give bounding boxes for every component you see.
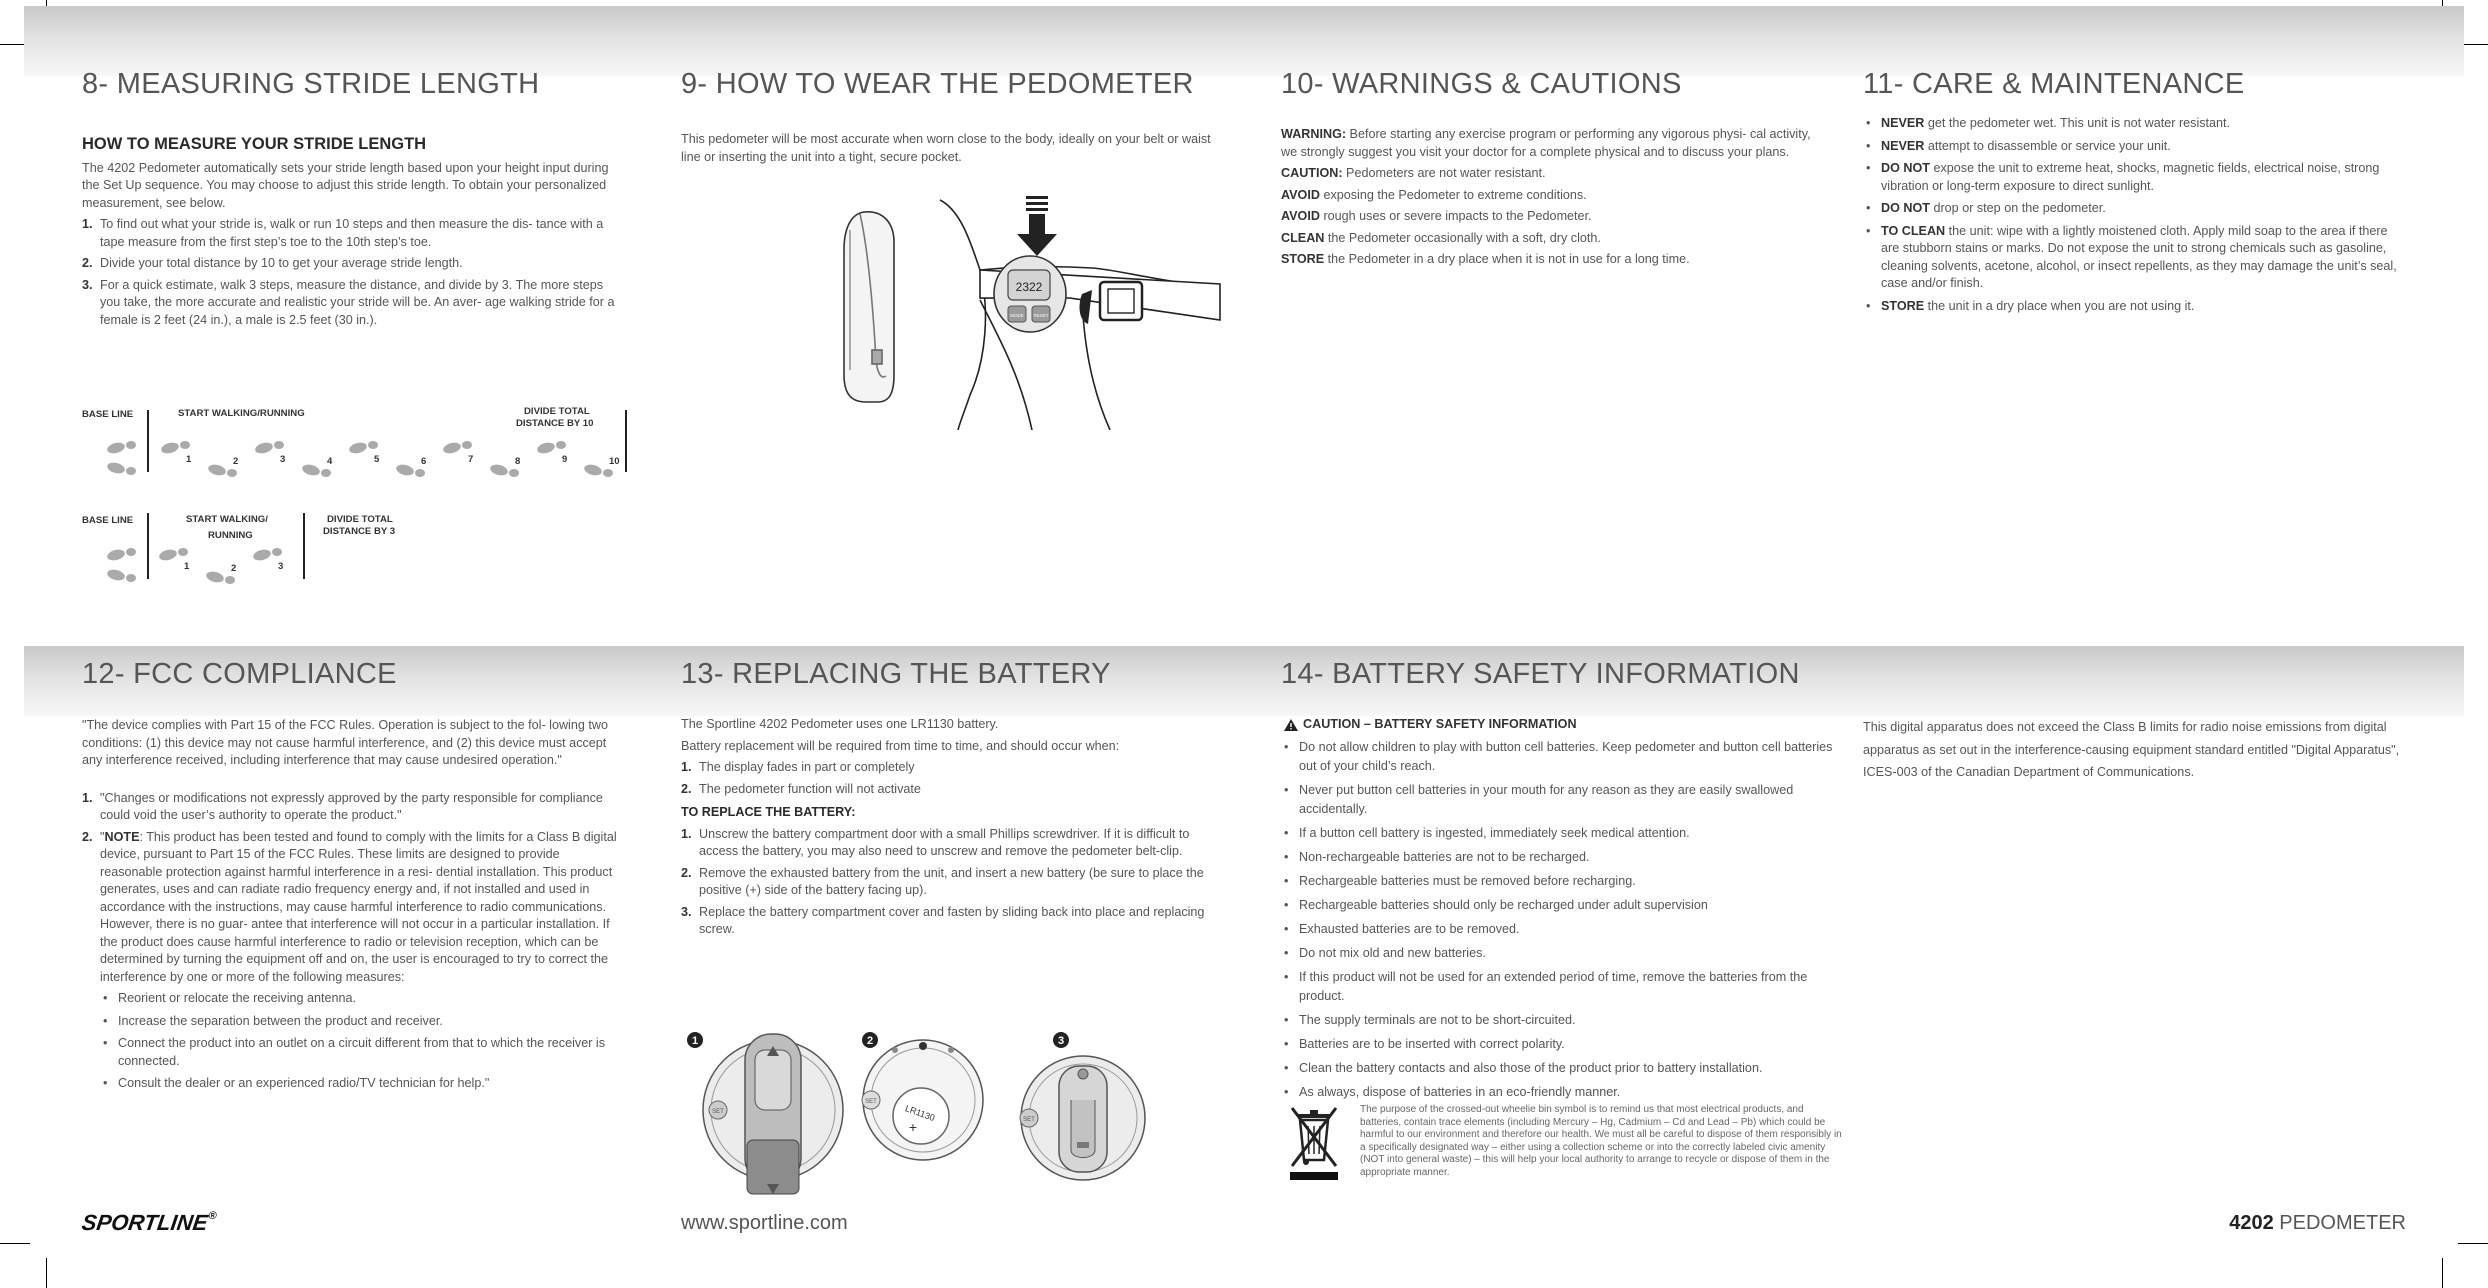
section-8-title: 8- MEASURING STRIDE LENGTH — [82, 68, 540, 100]
battery-safety-item: • Batteries are to be inserted with correct polarity. — [1284, 1036, 1565, 1051]
step-number: 6 — [421, 456, 427, 467]
header-band-top — [24, 6, 2464, 76]
diagram2-divide-line2: DISTANCE BY 3 — [323, 526, 396, 537]
body-outline — [940, 200, 1220, 430]
diagram2-divide-line1: DIVIDE TOTAL — [327, 514, 393, 525]
diagram2-base-line: BASE LINE — [82, 515, 134, 526]
belt-clip-side-view — [844, 212, 894, 402]
care-item: • NEVER attempt to disassemble or service your unit. — [1866, 138, 2171, 153]
warning-item: STORE the Pedometer in a dry place when it is not in use for a long time. — [1281, 252, 1690, 266]
footprint — [160, 441, 190, 455]
figure-2 — [862, 1032, 983, 1160]
battery-condition: 1. The display fades in part or completely — [681, 760, 915, 774]
section-10-title: 10- WARNINGS & CAUTIONS — [1281, 68, 1682, 100]
fcc-measure: • Increase the separation between the product and receiver. — [103, 1013, 443, 1028]
diagram2-start-line2: RUNNING — [208, 530, 253, 541]
section-12-title: 12- FCC COMPLIANCE — [82, 658, 397, 690]
battery-plus: + — [908, 1119, 918, 1135]
battery-safety-item: • Clean the battery contacts and also those of the product prior to battery installation. — [1284, 1060, 1763, 1075]
step-number: 2 — [233, 456, 239, 467]
diagram1-footprints — [82, 400, 662, 480]
diagram2-start-line1: START WALKING/ — [186, 514, 268, 525]
fcc-measure: • Connect the product into an outlet on a circuit different from that to which the receiver is connected. — [103, 1036, 605, 1068]
figure-2-badge: 2 — [866, 1035, 874, 1047]
stride-step: 2. Divide your total distance by 10 to get your average stride length. — [82, 256, 463, 270]
footprint — [442, 441, 472, 455]
figure-3-badge: 3 — [1057, 1035, 1065, 1047]
footprint — [254, 441, 284, 455]
footprint — [106, 548, 136, 562]
diagram1-base-line: BASE LINE — [82, 409, 134, 420]
diagram1-divide-line1: DIVIDE TOTAL — [524, 406, 590, 417]
step-number: 7 — [468, 454, 474, 465]
battery-safety-item: • If this product will not be used for an extended period of time, remove the batteries from the product. — [1284, 969, 1808, 1003]
footprint — [158, 548, 188, 562]
diagram1-divide-line2: DISTANCE BY 10 — [516, 418, 594, 429]
weee-notice: The purpose of the crossed-out wheelie bin symbol is to remind us that most electrical products, and batteries, contain trace elements (including Mercury – Hg, Cadmium – Cd and Lead – Pb) which could be harmful to our environment and therefore our health. We must all be careful to dispose of them responsibly in a specifically designated way – either using a collection scheme or into the correctly labeled civic amenity (NOT into general waste) – this will help your local authority to arrange to recycle or dispose of them in the appropriate manner. — [1360, 1104, 1842, 1178]
care-item: • STORE the unit in a dry place when you are not using it. — [1866, 298, 2195, 313]
footprint — [106, 441, 136, 455]
care-item: • DO NOT expose the unit to extreme heat, shocks, magnetic fields, electrical noise, strong vibration or long-term exposure to direct sunlight. — [1866, 161, 2380, 193]
crossed-out-bin-icon — [1284, 1102, 1344, 1182]
footprint — [348, 441, 378, 455]
fcc-measure: • Reorient or relocate the receiving antenna. — [103, 991, 357, 1005]
figure-1 — [687, 1032, 843, 1194]
care-item: • TO CLEAN the unit: wipe with a lightly moistened cloth. Apply mild soap to the area if there are stubborn stains or marks. Do not expose the unit to strong chemicals such as gasoline, cleaning solvents, acetone, alcohol, or insect repellents, as they may damage the unit’s seal, case and/or finish. — [1866, 223, 2397, 290]
section-12-body — [82, 717, 624, 1098]
sportline-logo: SPORTLINE® — [80, 1210, 218, 1235]
step-number: 3 — [278, 561, 284, 572]
figure-3 — [1020, 1032, 1145, 1180]
fcc-item: 1. "Changes or modifications not expressly approved by the party responsible for compliance could void the user’s authority to operate the product." — [82, 790, 603, 822]
stride-steps — [82, 216, 622, 329]
reset-button-label: RESET — [1033, 313, 1049, 318]
step-number: 1 — [186, 454, 192, 465]
battery-safety-item: • As always, dispose of batteries in an eco-friendly manner. — [1284, 1084, 1621, 1099]
mode-button-label: MODE — [1010, 313, 1024, 318]
step-number: 3 — [280, 454, 286, 465]
replace-step: 1. Unscrew the battery compartment door with a small Phillips screwdriver. If it is difficult to access the battery, you may also need to unscrew and remove the pedometer belt-clip. — [681, 826, 1190, 858]
fcc-statement: "The device complies with Part 15 of the FCC Rules. Operation is subject to the fol- lowing two conditions: (1) this device may not cause harmful interference, and (2) this device must accept any interference received, including interference that may cause undesired operation." — [82, 718, 608, 767]
stride-subheading: HOW TO MEASURE YOUR STRIDE LENGTH — [82, 135, 427, 153]
section-9-title: 9- HOW TO WEAR THE PEDOMETER — [681, 68, 1194, 100]
replace-step: 2. Remove the exhausted battery from the unit, and insert a new battery (be sure to place the positive (+) side of the battery facing up). — [681, 865, 1204, 897]
warning-item: WARNING: Before starting any exercise program or performing any vigorous physi- cal activity, we strongly suggest you visit your doctor for a complete physical and to discuss your plans. — [1281, 127, 1811, 159]
section-13-title: 13- REPLACING THE BATTERY — [681, 658, 1111, 690]
battery-label: LR1130 — [903, 1103, 937, 1124]
step-number: 8 — [515, 456, 521, 467]
diagram1-start: START WALKING/RUNNING — [178, 408, 305, 419]
footprint — [106, 568, 136, 582]
website-link[interactable]: www.sportline.com — [681, 1212, 848, 1234]
fcc-item: 2. "NOTE: This product has been tested and found to comply with the limits for a Class B digital device, pursuant to Part 15 of the FCC Rules. These limits are designed to provide reasonable protection against harmful interference in a resi- dential installation. This product generates, uses and can radiate radio frequency energy and, if not installed and used in accordance with the instructions, may cause harmful interference to radio communications. However, there is no guar- antee that interference will not occur in a particular installation. If the product does cause harmful interference to radio or television reception, which can be determined by turning the equipment off and on, the user is encouraged to try to correct the interference by one or more of the following measures: — [82, 829, 617, 984]
stride-intro: The 4202 Pedometer automatically sets your stride length based upon your height input during the Set Up sequence. You may choose to adjust this stride length. To obtain your personalized measurement, see below. — [82, 160, 609, 210]
step-number: 1 — [184, 561, 190, 572]
section-11-body — [1863, 115, 2408, 320]
set-label: SET — [712, 1109, 724, 1115]
section-14-title: 14- BATTERY SAFETY INFORMATION — [1281, 658, 1800, 690]
footprint — [536, 441, 566, 455]
replace-subheading: TO REPLACE THE BATTERY: — [681, 805, 856, 819]
pedometer-wear-illustration — [820, 170, 1240, 430]
product-name: 4202 PEDOMETER — [2229, 1212, 2406, 1234]
battery-type: The Sportline 4202 Pedometer uses one LR1130 battery. — [681, 717, 999, 731]
step-number: 2 — [231, 563, 237, 574]
section-10-body — [1281, 126, 1817, 273]
warning-triangle-icon — [1284, 719, 1298, 731]
warning-item: CLEAN the Pedometer occasionally with a soft, dry cloth. — [1281, 230, 1601, 245]
section-8-body — [82, 136, 622, 333]
battery-safety-item: • Non-rechargeable batteries are not to be recharged. — [1284, 849, 1590, 864]
warning-item: AVOID rough uses or severe impacts to the Pedometer. — [1281, 209, 1592, 223]
stride-step: 1. To find out what your stride is, walk or run 10 steps and then measure the dis- tance with a tape measure from the first step’s toe to the 10th step’s toe. — [82, 217, 604, 249]
set-label: SET — [1023, 1117, 1035, 1123]
stride-step: 3. For a quick estimate, walk 3 steps, measure the distance, and divide by 3. The more steps you take, the more accurate and realistic your stride will be. An aver- age walking stride for a female is 2 feet (24 in.), a male is 2.5 feet (30 in.). — [82, 277, 615, 327]
battery-replacement-figures — [675, 1010, 1155, 1210]
pedometer-screen-value: 2322 — [1015, 280, 1043, 294]
step-number: 5 — [374, 454, 380, 465]
battery-safety-item: • Rechargeable batteries should only be recharged under adult supervision — [1284, 897, 1708, 912]
battery-condition: 2. The pedometer function will not activate — [681, 781, 921, 796]
section-11-title: 11- CARE & MAINTENANCE — [1863, 68, 2245, 100]
warning-item: AVOID exposing the Pedometer to extreme conditions. — [1281, 187, 1587, 202]
battery-caution-heading: CAUTION – BATTERY SAFETY INFORMATION — [1303, 717, 1577, 731]
battery-safety-item: • Rechargeable batteries must be removed before recharging. — [1284, 873, 1636, 888]
footprint — [106, 461, 136, 475]
canada-compliance: This digital apparatus does not exceed the Class B limits for radio noise emissions from digital apparatus as set out in the interference-causing equipment standard entitled "Digital Apparatus", ICES-003 of the Canadian Department of Communications. — [1863, 720, 2400, 779]
step-number: 9 — [562, 454, 568, 465]
step-number: 4 — [327, 456, 333, 467]
pedometer-face — [994, 256, 1066, 332]
care-item: • DO NOT drop or step on the pedometer. — [1866, 201, 2106, 215]
footprint — [252, 548, 282, 562]
battery-safety-item: • The supply terminals are not to be short-circuited. — [1284, 1012, 1576, 1027]
step-number: 10 — [609, 456, 620, 467]
battery-safety-item: • Never put button cell batteries in your mouth for any reason as they are easily swallowed accidentally. — [1284, 782, 1794, 816]
replace-step: 3. Replace the battery compartment cover and fasten by sliding back into place and replacing screw. — [681, 904, 1205, 936]
care-item: • NEVER get the pedometer wet. This unit is not water resistant. — [1866, 116, 2231, 130]
diagram2-footprints — [82, 505, 342, 585]
battery-safety-item: • Exhausted batteries are to be removed. — [1284, 921, 1520, 936]
set-label: SET — [865, 1099, 877, 1105]
figure-1-badge: 1 — [691, 1035, 699, 1047]
fcc-measure: • Consult the dealer or an experienced radio/TV technician for help." — [103, 1076, 490, 1090]
section-13-body — [681, 716, 1221, 943]
battery-safety-item: • Do not mix old and new batteries. — [1284, 945, 1486, 960]
section-9-body: This pedometer will be most accurate when worn close to the body, ideally on your belt or waist line or inserting the unit into a tight, secure pocket. — [681, 132, 1211, 164]
battery-when: Battery replacement will be required from time to time, and should occur when: — [681, 738, 1120, 753]
section-14-body — [1281, 716, 1837, 1107]
down-arrow-icon — [1017, 196, 1057, 256]
warning-item: CAUTION: Pedometers are not water resistant. — [1281, 166, 1546, 180]
battery-safety-item: • If a button cell battery is ingested, immediately seek medical attention. — [1284, 825, 1690, 840]
battery-safety-item: • Do not allow children to play with button cell batteries. Keep pedometer and button cell batteries out of your child’s reach. — [1284, 739, 1833, 773]
